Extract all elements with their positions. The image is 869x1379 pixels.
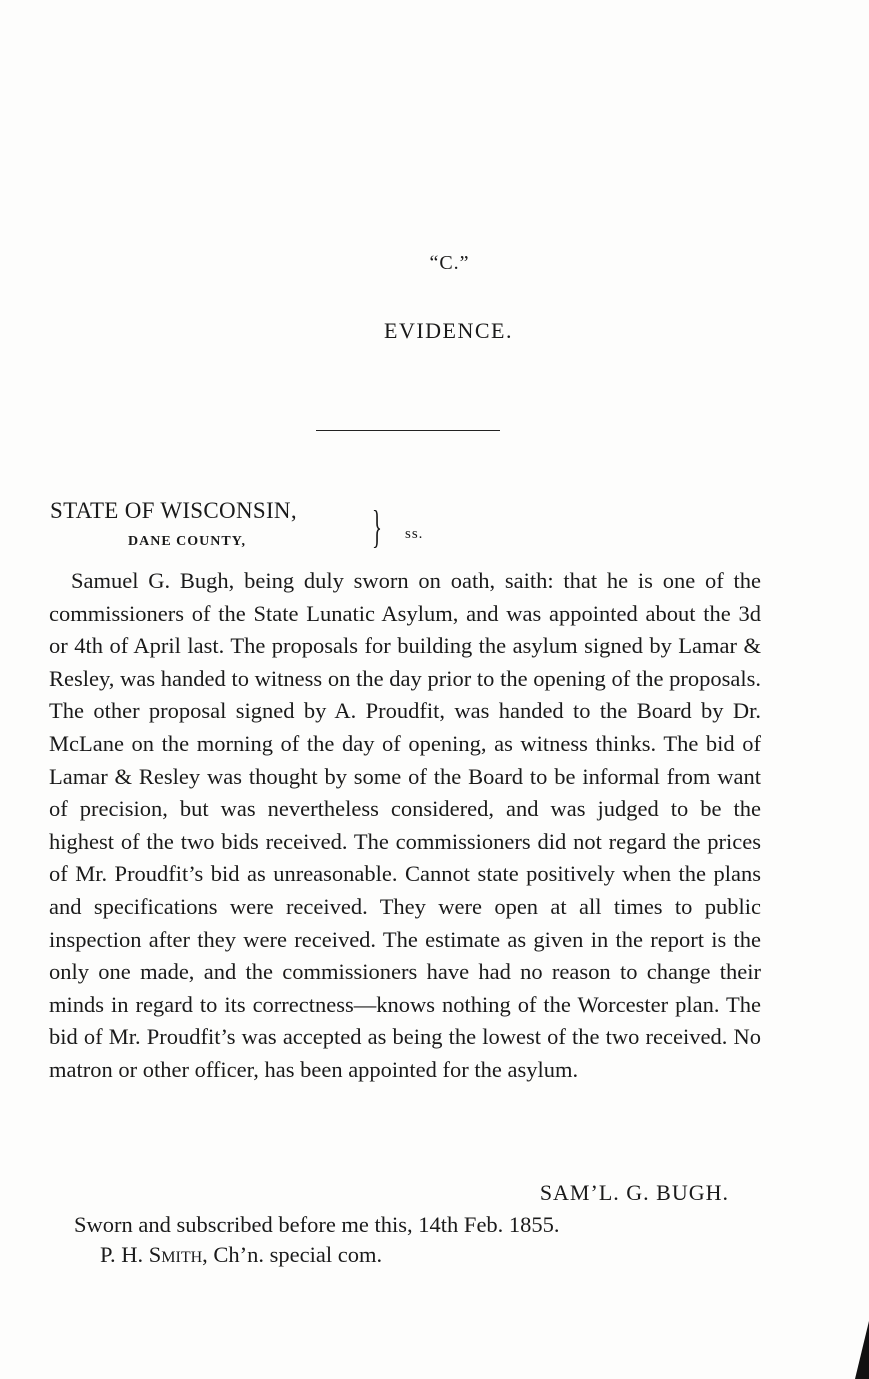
venue-state: STATE OF WISCONSIN,: [50, 498, 297, 523]
page-title: EVIDENCE.: [384, 318, 513, 343]
testimony-paragraph: Samuel G. Bugh, being duly sworn on oath, saith: that he is one of the commissioners of the State Lunatic Asylum, and was appointed about the 3d or 4th of April last. The proposals for building the asylum signed by Lamar & Resley, was handed to witness on the day prior to the opening of the proposals. The other proposal signed by A. Proudfit, was handed to the Board by Dr. McLane on the morning of the day of opening, as witness thinks. The bid of Lamar & Resley was thought by some of the Board to be informal from want of precision, but was nevertheless considered, and was judged to be the highest of the two bids received. The commissioners did not regard the prices of Mr. Proudfit’s bid as unreasonable. Cannot state positively when the plans and specifications were received. They were open at all times to public inspection after they were received. The estimate as given in the report is the only one made, and the commissioners have had no reason to change their minds in regard to its correctness—knows nothing of the Worcester plan. The bid of Mr. Proudfit’s was accepted as being the lowest of the two received. No matron or other officer, has been appointed for the asylum.: [49, 568, 761, 1082]
title-divider: [316, 430, 500, 431]
venue-block: [50, 498, 470, 558]
official-attestation: [100, 1242, 382, 1268]
official-name: P. H. Smith,: [100, 1242, 208, 1267]
venue-ss: ss.: [405, 526, 424, 542]
venue-brace: }: [372, 501, 382, 552]
venue-county: DANE COUNTY,: [128, 534, 247, 549]
page-edge-mark: [855, 1321, 869, 1379]
witness-signature: SAM’L. G. BUGH.: [539, 1180, 729, 1205]
official-title: Ch’n. special com.: [213, 1242, 383, 1267]
appendix-letter: “C.”: [429, 252, 470, 274]
jurat-statement: Sworn and subscribed before me this, 14th Feb. 1855.: [74, 1212, 560, 1237]
